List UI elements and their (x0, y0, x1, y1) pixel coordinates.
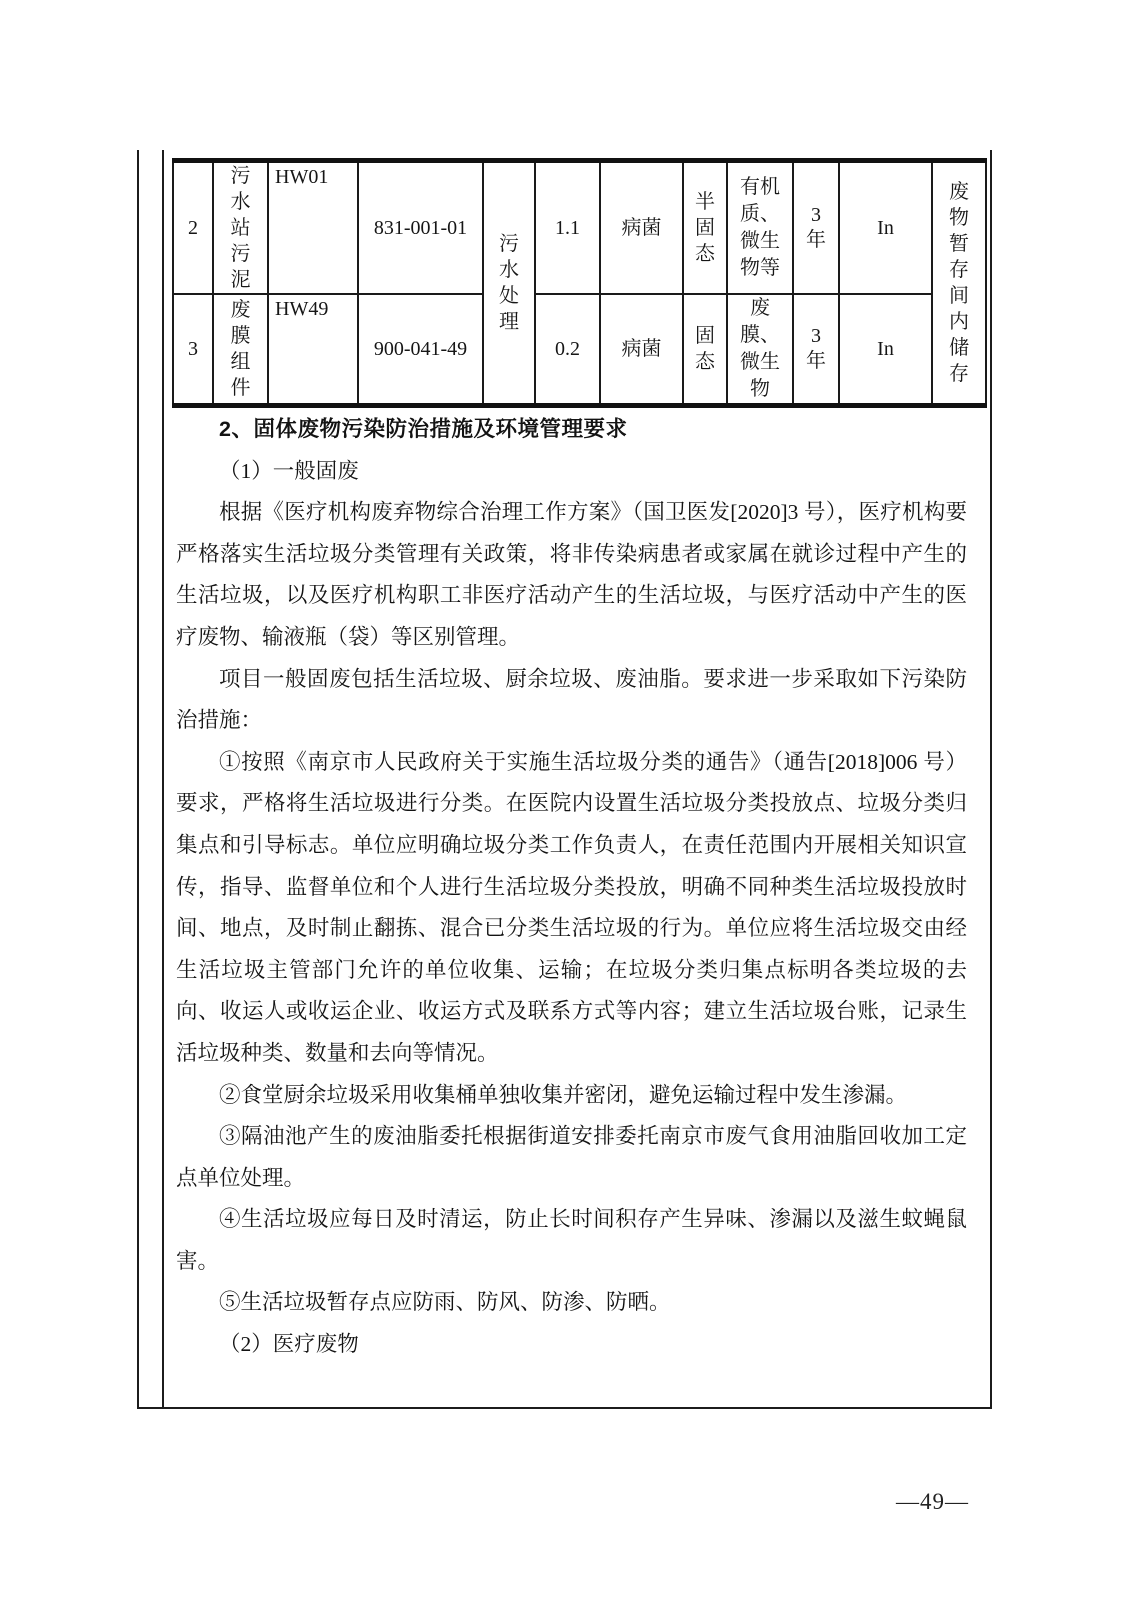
cell-row2-no: 2 (173, 161, 213, 295)
paragraph-measure-1: ①按照《南京市人民政府关于实施生活垃圾分类的通告》（通告[2018]006 号）要求，严格将生活垃圾进行分类。在医院内设置生活垃圾分类投放点、垃圾分类归集点和引导标志。单位应明确垃圾分类工作负责人，在责任范围内开展相关知识宣传，指导、监督单位和个人进行生活垃圾分类投放，明确不同种类生活垃圾投放时间、地点，及时制止翻拣、混合已分类生活垃圾的行为。单位应将生活垃圾交由经生活垃圾主管部门允许的单位收集、运输；在垃圾分类归集点标明各类垃圾的去向、收运人或收运企业、收运方式及联系方式等内容；建立生活垃圾台账，记录生活垃圾种类、数量和去向等情况。 (176, 749, 967, 1065)
paragraph-measure-3: ③隔油池产生的废油脂委托根据街道安排委托南京市废气食用油脂回收加工定点单位处理。 (176, 1124, 967, 1190)
cell-row3-form: 固态 (683, 294, 727, 406)
subsection-2-title: （2）医疗废物 (219, 1332, 359, 1357)
cell-merged-process: 污水处理 (483, 161, 535, 406)
section-heading: 2、固体废物污染防治措施及环境管理要求 (219, 417, 628, 441)
cell-row2-hw-code: HW01 (268, 161, 358, 295)
paragraph-general-policy: 根据《医疗机构废弃物综合治理工作方案》（国卫医发[2020]3 号），医疗机构要严格落实生活垃圾分类管理有关政策，将非传染病患者或家属在就诊过程中产生的生活垃圾，以及医疗机构职工非医疗活动产生的生活垃圾，与医疗活动中产生的医疗废物、输液瓶（袋）等区别管理。 (176, 500, 967, 649)
page-number: —49— (896, 1489, 969, 1514)
cell-row2-name: 污水站污泥 (213, 161, 268, 295)
cell-row3-hw-code: HW49 (268, 294, 358, 406)
body-text (164, 404, 990, 1366)
cell-row2-quantity: 1.1 (535, 161, 600, 295)
paragraph-measure-4: ④生活垃圾应每日及时清运，防止长时间积存产生异味、渗漏以及滋生蚊蝇鼠害。 (176, 1207, 967, 1273)
cell-merged-storage: 废物暂存间内储存 (932, 161, 986, 406)
cell-row3-quantity: 0.2 (535, 294, 600, 406)
cell-row2-waste-code: 831-001-01 (358, 161, 483, 295)
cell-row3-storage-period: 3年 (793, 294, 839, 406)
page-frame-right-line (990, 150, 992, 1409)
hazardous-waste-table (172, 158, 987, 408)
cell-row2-composition: 有机质、微生物等 (727, 161, 793, 295)
cell-row3-no: 3 (173, 294, 213, 406)
paragraph-measure-2: ②食堂厨余垃圾采用收集桶单独收集并密闭，避免运输过程中发生渗漏。 (219, 1082, 908, 1107)
cell-row2-hazard: 病菌 (600, 161, 683, 295)
cell-row3-in: In (839, 294, 932, 406)
cell-row2-storage-period: 3年 (793, 161, 839, 295)
cell-row3-name: 废膜组件 (213, 294, 268, 406)
table-row (173, 294, 986, 406)
page-frame-bottom-line (137, 1407, 992, 1409)
paragraph-project-waste: 项目一般固废包括生活垃圾、厨余垃圾、废油脂。要求进一步采取如下污染防治措施： (176, 666, 967, 733)
subsection-1-title: （1）一般固废 (219, 458, 359, 483)
cell-row2-form: 半固态 (683, 161, 727, 295)
cell-row3-hazard: 病菌 (600, 294, 683, 406)
cell-row3-composition: 废膜、微生物 (727, 294, 793, 406)
cell-row3-waste-code: 900-041-49 (358, 294, 483, 406)
table-row (173, 161, 986, 295)
page-frame-left-outer-line (137, 150, 139, 1409)
paragraph-measure-5: ⑤生活垃圾暂存点应防雨、防风、防渗、防晒。 (219, 1290, 671, 1315)
cell-row2-in: In (839, 161, 932, 295)
